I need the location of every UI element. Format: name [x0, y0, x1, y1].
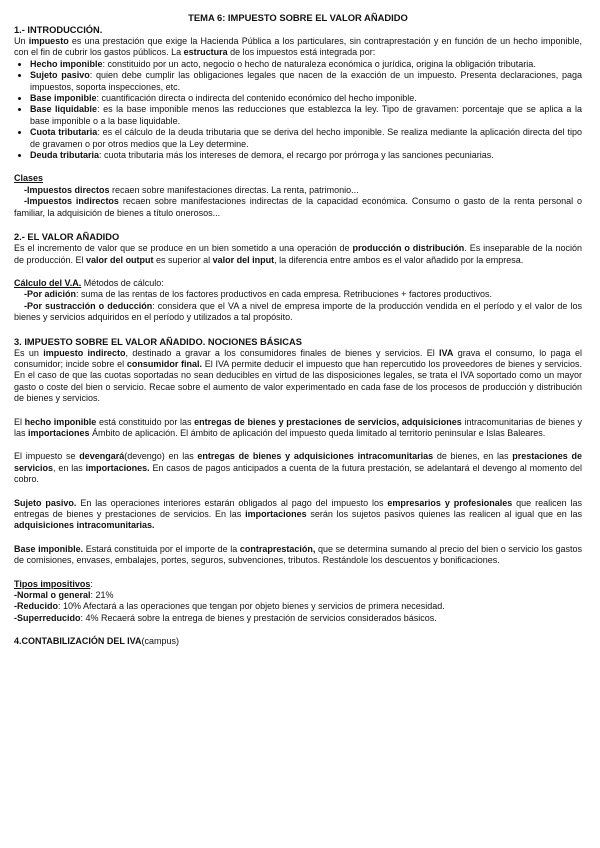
clases-heading: Clases: [14, 173, 44, 184]
section-3-heading: 3. IMPUESTO SOBRE EL VALOR AÑADIDO. NOCIONES BÁSICAS: [14, 336, 302, 347]
section-1-heading: 1.- INTRODUCCIÓN.: [14, 25, 103, 35]
section-3-paragraph-1: Es un impuesto indirecto, destinado a gravar a los consumidores finales de bienes y servicios. El IVA grava el consumo, lo paga el consumidor; incide sobre el consumidor final. El IVA permite deducir el impuesto que han repercutido los proveedores de bienes y servicios. En el caso de que las cuotas soportadas no sean deducibles en virtud de las disposiciones legales, se trata el IVA soportado como un mayor gasto o coste del bien o servicio. Recae sobre el aumento de valor experimentado en cada fase de los procesos de producción y distribución de bienes y servicios.: [14, 347, 582, 404]
tipos-heading: Tipos impositivos:: [14, 578, 93, 589]
section-2-heading: 2.- EL VALOR AÑADIDO: [14, 232, 120, 243]
list-item: • Base liquidable: es la base imponible menos las reducciones que establezca la ley. Tipo de gravamen: porcentaje que se aplica a la base imponible o a la base liquidable.: [30, 104, 582, 127]
document-title: TEMA 6: IMPUESTO SOBRE EL VALOR AÑADIDO: [188, 12, 408, 23]
section-3-paragraph-2: El hecho imponible está constituido por las entregas de bienes y prestaciones de servicios, adquisiciones intracomunitarias de bienes y las importaciones Ámbito de aplicación. El ámbito de aplicación del impuesto queda limitado al territorio peninsular e Islas Baleares.: [14, 416, 582, 438]
list-item: • Deuda tributaria: cuota tributaria más los intereses de demora, el recargo por prórroga y las sanciones pecuniarias.: [30, 150, 582, 161]
list-item: • Sujeto pasivo: quien debe cumplir las obligaciones legales que nacen de la exacción de un impuesto. Presenta declaraciones, paga impuestos, soporta inspecciones, etc.: [30, 70, 582, 93]
tipo-normal: -Normal o general: 21%: [14, 590, 114, 601]
section-4-heading: 4.CONTABILIZACIÓN DEL IVA(campus): [14, 636, 180, 647]
list-item: • Cuota tributaria: es el cálculo de la deuda tributaria que se deriva del hecho imponible. Se realiza mediante la aplicación directa del tipo de gravamen o por otros medios que la Ley determine.: [30, 127, 582, 150]
section-2-paragraph: Es el incremento de valor que se produce en un bien sometido a una operación de producción o distribución. Es inseparable de la noción de producción. El valor del output es superior al valor del input, la diferencia entre ambos es el valor añadido por la empresa.: [14, 243, 582, 265]
calculo-adicion: -Por adición: suma de las rentas de los factores productivos en cada empresa. Retribuciones + factores productivos.: [24, 289, 492, 300]
list-item: • Base imponible: cuantificación directa o indirecta del contenido económico del hecho imponible.: [30, 93, 582, 104]
section-3-paragraph-4: Sujeto pasivo. En las operaciones interiores estarán obligados al pago del impuesto los empresarios y profesionales que realicen las entregas de bienes y prestaciones de servicios. En las importaciones serán los sujetos pasivos quienes las realicen al igual que en las adquisiciones intracomunitarias.: [14, 497, 583, 531]
section-1-intro: Un impuesto es una prestación que exige la Hacienda Pública a los particulares, sin contraprestación y en función de un hecho imponible, con el fin de cubrir los gastos públicos. La estructura de los impuestos está integrada por:: [14, 36, 582, 58]
calculo-sustraccion: -Por sustracción o deducción: considera que el VA a nivel de empresa importe de la producción vendida en el período y el valor de los bienes y servicios adquiridos en el período y utilizados a tal propósito.: [14, 300, 582, 323]
tipo-superreducido: -Superreducido: 4% Recaerá sobre la entrega de bienes y prestación de servicios considerados básicos.: [14, 612, 437, 623]
clases-directos: -Impuestos directos recaen sobre manifestaciones directas. La renta, patrimonio...: [24, 184, 359, 195]
clases-indirectos: -Impuestos indirectos recaen sobre manifestaciones indirectas de la capacidad económica. Consumo o gasto de la renta personal o familiar, la adquisición de bienes a título onerosos...: [14, 196, 583, 218]
calculo-heading: Cálculo del V.A. Métodos de cálculo:: [14, 277, 164, 288]
tipo-reducido: -Reducido: 10% Afectará a las operaciones que tengan por objeto bienes y servicios de primera necesidad.: [14, 601, 445, 612]
section-3-paragraph-3: El impuesto se devengará(devengo) en las entregas de bienes y adquisiciones intracomunitarias de bienes, en las prestaciones de servicios, en las importaciones. En casos de pagos anticipados a cuenta de la futura prestación, se adelantará el devengo al momento del cobro.: [14, 451, 582, 485]
section-3-paragraph-5: Base imponible. Estará constituida por el importe de la contraprestación, que se determina sumando al precio del bien o servicio los gastos de comisiones, envases, embalajes, portes, seguros, subvenciones, tributos. Restándole los descuentos y bonificaciones.: [14, 543, 582, 566]
structure-list: [14, 59, 582, 162]
list-item: • Hecho imponible: constituido por un acto, negocio o hecho de naturaleza económica o jurídica, origina la obligación tributaria.: [30, 59, 582, 70]
